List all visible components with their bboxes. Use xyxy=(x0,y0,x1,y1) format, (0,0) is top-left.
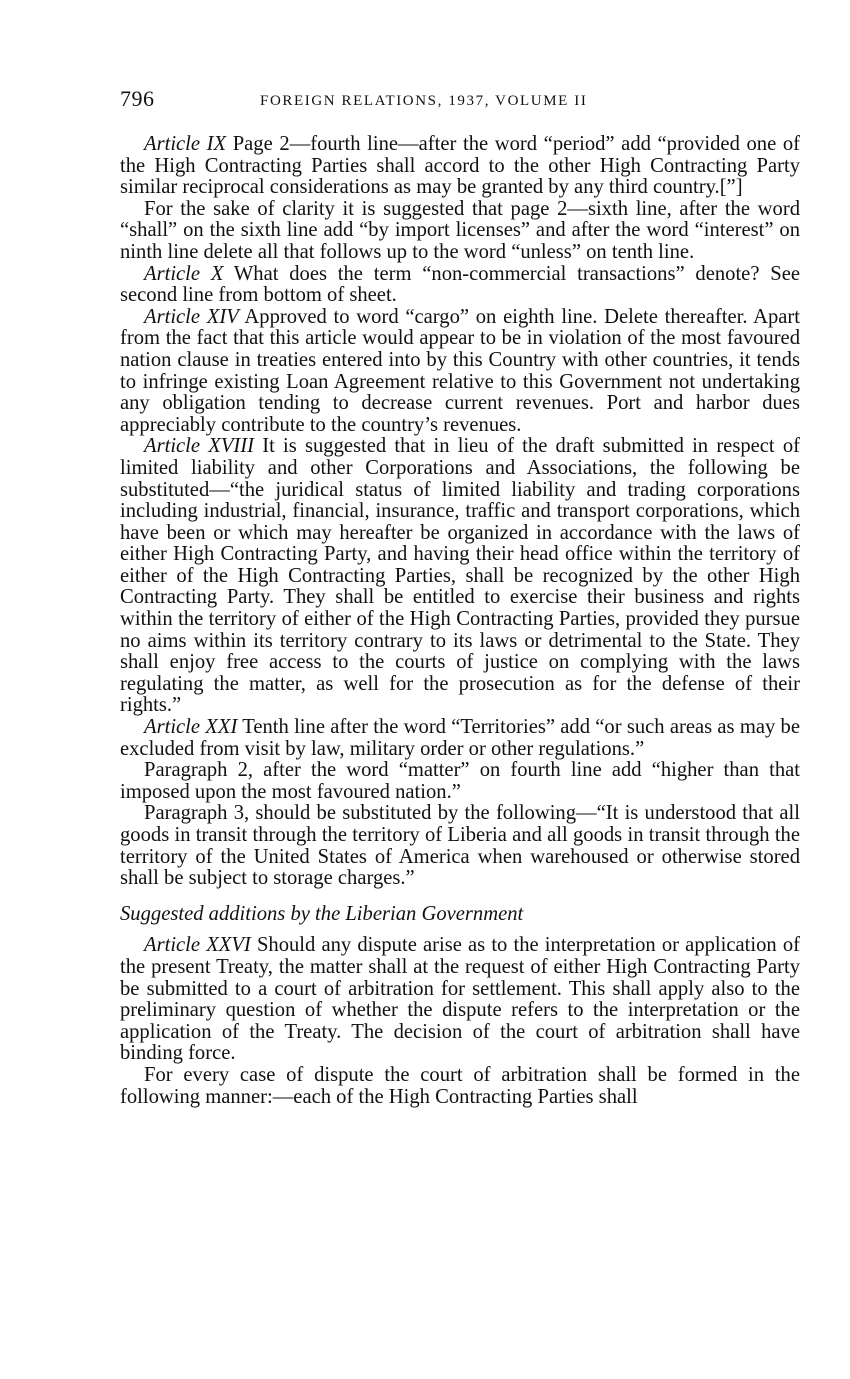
page-number: 796 xyxy=(120,86,155,111)
paragraph-text: Paragraph 3, should be substituted by the following—“It is understood that all goods in transit through the territory of Liberia and all goods in transit through the territory of the United States of America when warehoused or otherwise stored shall be subject to storage charges.” xyxy=(120,802,800,890)
paragraph-article-ix xyxy=(120,134,800,199)
paragraph-text: For every case of dispute the court of arbitration shall be formed in the following manner:—each of the High Contracting Parties shall xyxy=(120,1063,800,1108)
paragraph-clarity xyxy=(120,199,800,264)
section-heading: Suggested additions by the Liberian Government xyxy=(120,902,524,925)
paragraph-text: Paragraph 2, after the word “matter” on fourth line add “higher than that imposed upon the most favoured nation.” xyxy=(120,759,800,803)
paragraph-text: It is suggested that in lieu of the draft submitted in respect of limited liability and other Corporations and Associations, the following be substituted—“the juridical status of limited liability and trading corporations including industrial, financial, insurance, traffic and transport corporations, which have been or which may hereafter be organized in accordance with the laws of either High Contracting Party, and having their head office within the territory of either of the High Contracting Parties, shall be recognized by the other High Contracting Party. They shall be entitled to exercise their business and rights within the territory of either of the High Contracting Parties, provided they pursue no aims within its territory contrary to its laws or detrimental to the State. They shall enjoy free access to the courts of justice on complying with the laws regulating the matter, as well for the prosecution as for the defense of their rights.” xyxy=(120,435,801,717)
document-page xyxy=(120,88,800,1108)
paragraph-article-x xyxy=(120,264,800,307)
paragraph-article-xviii xyxy=(120,436,800,717)
paragraph-text: Approved to word “cargo” on eighth line. Delete thereafter. Apart from the fact that this article would appear to be in violation of the most favoured nation clause in treaties entered into by this Country with other countries, it tends to infringe existing Loan Agreement relative to this Government not undertaking any obligation tending to decrease current revenues. Port and harbor dues appreciably contribute to the country’s revenues. xyxy=(120,305,800,436)
paragraph-text: Should any dispute arise as to the interpretation or application of the present Treaty, the matter shall at the request of either High Contracting Party be submitted to a court of arbitration for settlement. This shall apply also to the preliminary question of whether the dispute refers to the interpretation or the application of the Treaty. The decision of the court of arbitration shall have binding force. xyxy=(120,934,800,1065)
article-label: Article XXI xyxy=(144,716,238,739)
paragraph-text: Tenth line after the word “Territories” add “or such areas as may be excluded from visit by law, military order or other regulations.” xyxy=(120,716,800,760)
running-title: FOREIGN RELATIONS, 1937, VOLUME II xyxy=(260,93,588,109)
paragraph-paragraph-3 xyxy=(120,803,800,889)
paragraph-article-xxi xyxy=(120,717,800,760)
paragraph-paragraph-2 xyxy=(120,760,800,803)
paragraph-text: What does the term “non-commercial transactions” denote? See second line from bottom of sheet. xyxy=(120,262,800,307)
paragraph-court-formation xyxy=(120,1065,800,1108)
article-label: Article IX xyxy=(144,133,227,155)
page-header xyxy=(120,88,800,112)
article-label: Article X xyxy=(144,262,224,285)
article-label: Article XIV xyxy=(144,305,239,328)
article-label: Article XXVI xyxy=(144,934,251,957)
paragraph-text: Page 2—fourth line—after the word “period” add “provided one of the High Contracting Parties shall accord to the other High Contracting Party similar reciprocal considerations as may be granted by any third country.[”] xyxy=(120,133,800,199)
paragraph-text: For the sake of clarity it is suggested that page 2—sixth line, after the word “shall” on the sixth line add “by import licenses” and after the word “interest” on ninth line delete all that follows up to the word “unless” on tenth line. xyxy=(120,197,800,263)
paragraph-article-xiv xyxy=(120,307,800,437)
paragraph-article-xxvi xyxy=(120,935,800,1065)
article-label: Article XVIII xyxy=(144,435,254,458)
